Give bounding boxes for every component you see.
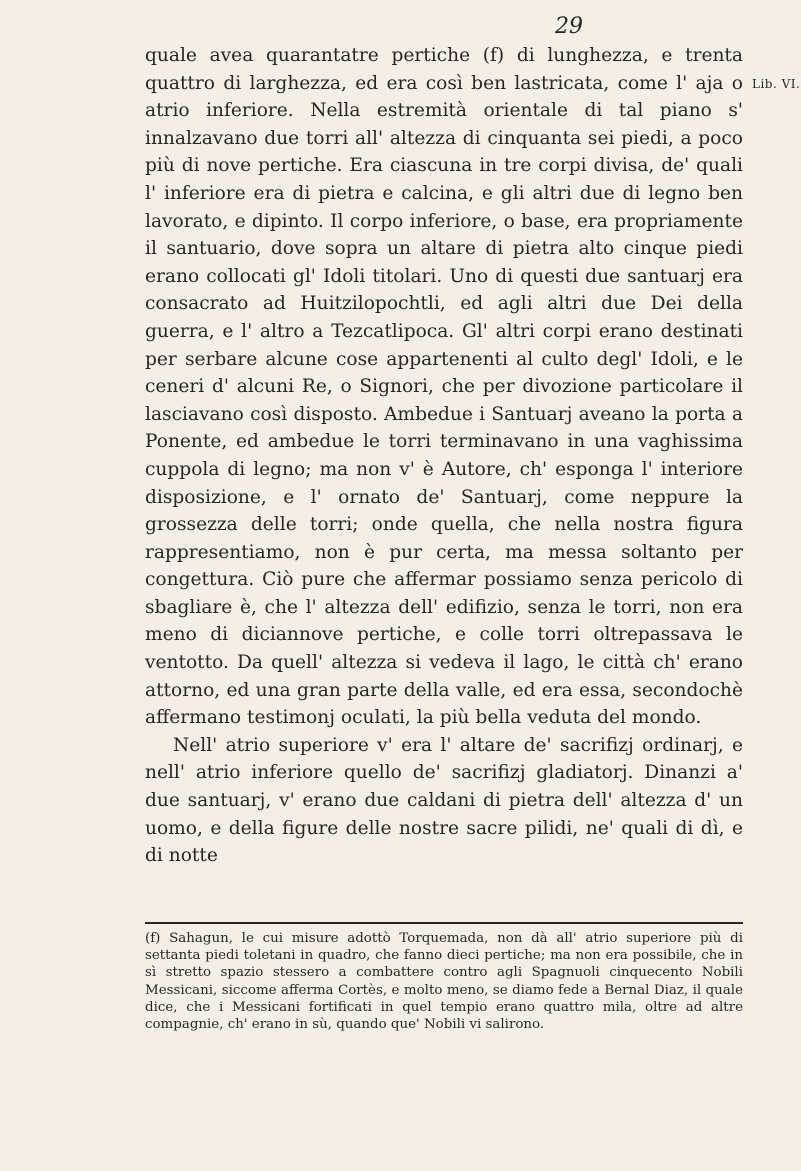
paragraph: Nell' atrio superiore v' era l' altare de' sacrifizj ordinarj, e nell' atrio inferiore quello de' sacrifizj gladiatorj. Dinanzi a' due santuarj, v' erano due caldani di pietra dell' altezza d' un uomo, e della figure delle nostre sacre pilidi, ne' quali di dì, e di notte (145, 734, 743, 867)
main-text (145, 42, 743, 870)
footnote: (f) Sahagun, le cui misure adottò Torquemada, non dà all' atrio superiore più di settanta piedi toletani in quadro, che fanno dieci pertiche; ma non era possibile, che in sì stretto spazio stessero a combattere contro agli Spagnuoli cinquecento Nobili Messicani, siccome afferma Cortès, e molto meno, se diamo fede a Bernal Diaz, il quale dice, che i Messicani fortificati in quel tempio erano quattro mila, oltre ad altre compagnie, ch' erano in sù, quando que' Nobili vi salirono. (145, 931, 743, 1033)
paragraph: quale avea quarantatre pertiche (f) di lunghezza, e trenta quattro di larghezza, ed era così ben lastricata, come l' aja o atrio inferiore. Nella estremità orientale di tal piano s' innalzavano due torri all' altezza di cinquanta sei piedi, a poco più di nove pertiche. Era ciascuna in tre corpi divisa, de' quali l' inferiore era di pietra e calcina, e gli altri due di legno ben lavorato, e dipinto. Il corpo inferiore, o base, era propriamente il santuario, dove sopra un altare di pietra alto cinque piedi erano collocati gl' Idoli titolari. Uno di questi due santuarj era consacrato ad Huitzilopochtli, ed agli altri due Dei della guerra, e l' altro a Tezcatlipoca. Gl' altri corpi erano destinati per serbare alcune cose appartenenti al culto degl' Idoli, e le ceneri d' alcuni Re, o Signori, che per divozione particolare il lasciavano così disposto. Ambedue i Santuarj aveano la porta a Ponente, ed ambedue le torri terminavano in una vaghissima cuppola di legno; ma non v' è Autore, ch' esponga l' interiore disposizione, e l' ornato de' Santuarj, come neppure la grossezza delle torri; onde quella, che nella nostra figura rappresentiamo, non è pur certa, ma messa soltanto per congettura. Ciò pure che affermar possiamo senza pericolo di sbagliare è, che l' altezza dell' edifizio, senza le torri, non era meno di diciannove pertiche, e colle torri oltrepassava le ventotto. Da quell' altezza si vedeva il lago, le città ch' erano attorno, ed una gran parte della valle, ed era essa, secondochè affermano testimonj oculati, la più bella veduta del mondo. (145, 45, 743, 729)
margin-note: Lib. VI. (752, 77, 801, 91)
footnote-divider (145, 922, 743, 925)
page-number: 29 (555, 14, 583, 39)
